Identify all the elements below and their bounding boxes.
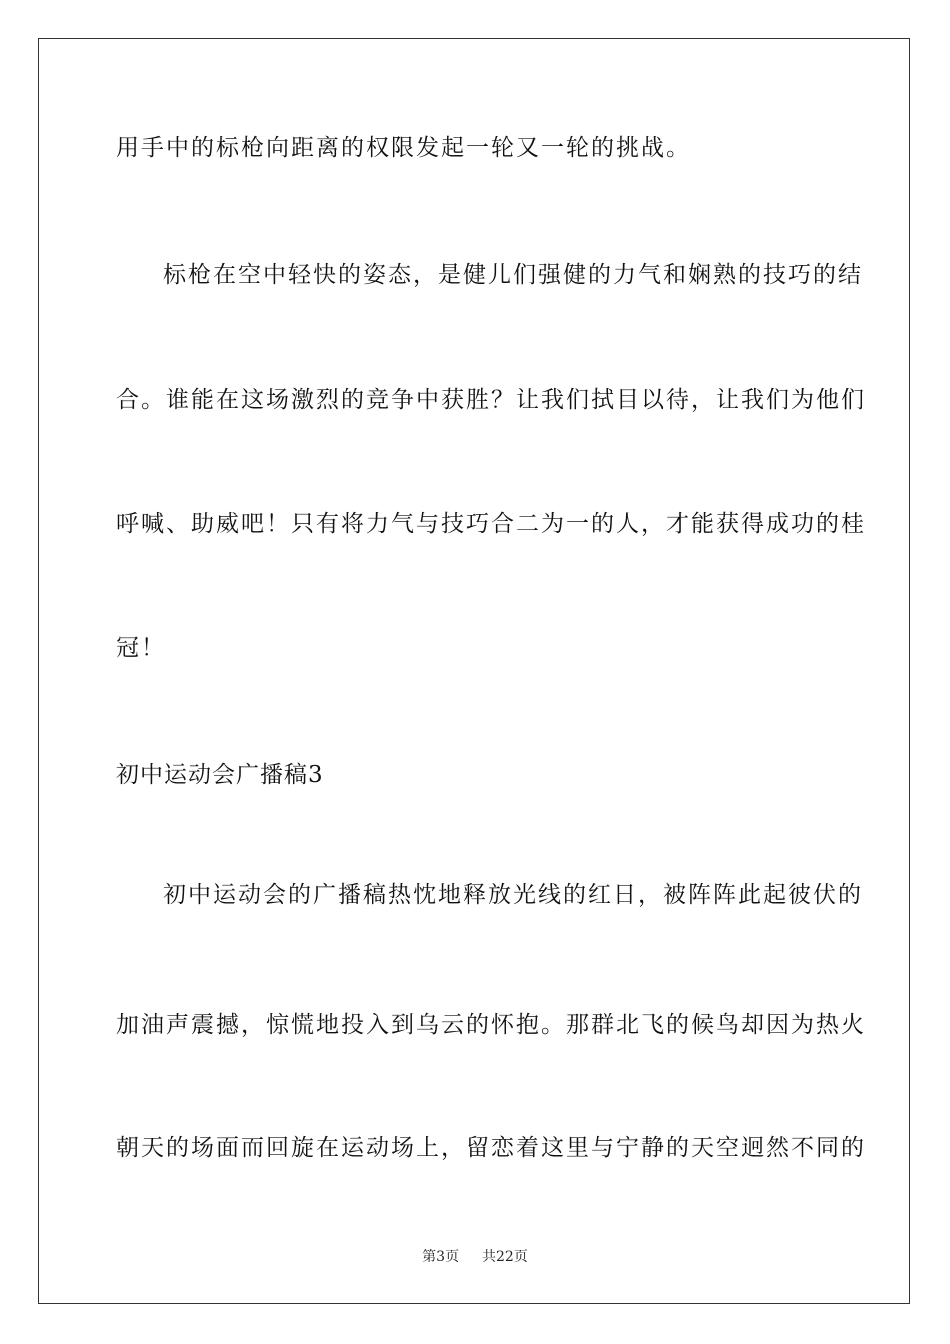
page-footer (0, 1248, 950, 1266)
section-heading: 初中运动会广播稿3 (116, 762, 324, 788)
paragraph-line-7: 初中运动会的广播稿热忱地释放光线的红日，被阵阵此起彼伏的 (163, 882, 863, 908)
paragraph-line-4: 呼喊、助威吧！只有将力气与技巧合二为一的人，才能获得成功的桂 (116, 511, 866, 537)
paragraph-line-8: 加油声震撼，惊慌地投入到乌云的怀抱。那群北飞的候鸟却因为热火 (116, 1012, 866, 1038)
paragraph-line-3: 合。谁能在这场激烈的竞争中获胜？让我们拭目以待，让我们为他们 (116, 387, 866, 413)
page-number: 第3页 (422, 1249, 460, 1265)
paragraph-line-1: 用手中的标枪向距离的权限发起一轮又一轮的挑战。 (116, 135, 691, 161)
paragraph-line-5: 冠！ (116, 635, 166, 661)
page-total: 共22页 (482, 1249, 528, 1265)
paragraph-line-2: 标枪在空中轻快的姿态，是健儿们强健的力气和娴熟的技巧的结 (163, 262, 863, 288)
page-frame (38, 38, 910, 1304)
paragraph-line-9: 朝天的场面而回旋在运动场上，留恋着这里与宁静的天空迥然不同的 (116, 1135, 866, 1161)
